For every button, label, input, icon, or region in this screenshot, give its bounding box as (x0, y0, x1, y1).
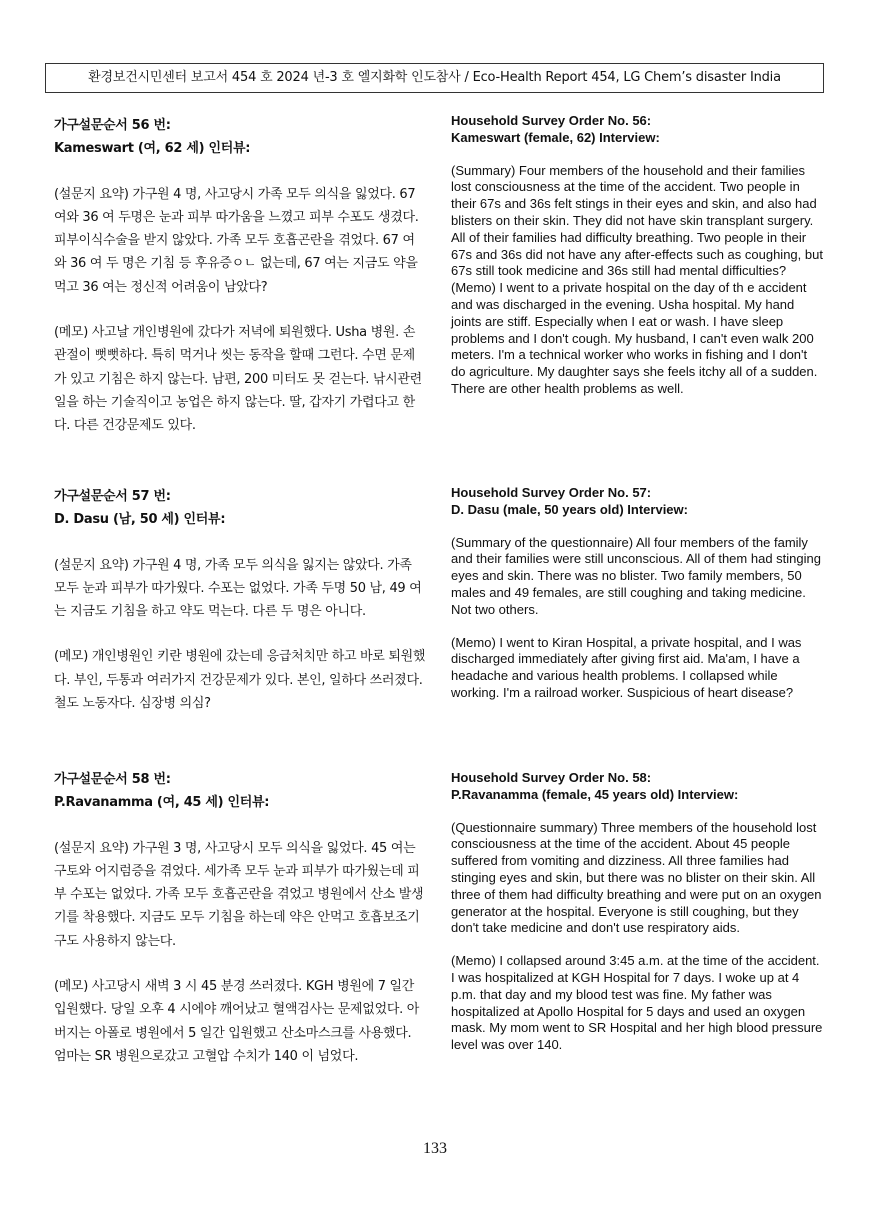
memo-paragraph: (메모) 사고날 개인병원에 갔다가 저녁에 퇴원했다. Usha 병원. 손관절이 뻣뻣하다. 특히 먹거나 씻는 동작을 할때 그런다. 수면 문제가 있고 기침은 하지 않는다. 남편, 200 미터도 못 걷는다. 낚시관련 일을 하는 기술직이고 농업은 하지 않는다. 딸, 갑자기 가렵다고 한다. 다른 건강문제도 있다. (54, 325, 422, 434)
section-58-korean (54, 768, 426, 1068)
interviewee-heading: D. Dasu (남, 50 세) 인터뷰: (54, 512, 226, 528)
interviewee-heading: Kameswart (여, 62 세) 인터뷰: (54, 141, 251, 157)
section-heading: Household Survey Order No. 58: (451, 770, 652, 785)
memo-paragraph: (Memo) I went to a private hospital on the day of th e accident and was discharged in the evening. Usha hospital. My hand joints are stiff. Especially when I eat or wash. I have sleep problems and I don't cough. My husband, I can't even walk 200 meters. I'm a technical worker who works in fishing and I don't do agriculture. My daughter says she feels itchy all of a sudden. There are other health problems as well. (451, 280, 818, 396)
section-heading: 가구설문순서 58 번: (54, 772, 171, 787)
section-56-english (451, 113, 823, 398)
section-57-korean (54, 485, 426, 715)
section-heading: Household Survey Order No. 57: (451, 485, 652, 500)
section-57-english (451, 485, 823, 702)
report-header (45, 63, 824, 93)
summary-paragraph: (Summary of the questionnaire) All four members of the family and their families were still unconscious. All of them had stinging eyes and skin. There was no blister. Two family members, 50 males and 49 females, are still coughing and taking medicine. Not two others. (451, 534, 821, 617)
summary-paragraph: (설문지 요약) 가구원 3 명, 사고당시 모두 의식을 잃었다. 45 여는 구토와 어지럼증을 겪었다. 세가족 모두 눈과 피부가 따가웠는데 피부 수포는 없었다. 가족 모두 호흡곤란을 겪었고 병원에서 산소 발생기를 착용했다. 지금도 모두 기침을 하는데 약은 안먹고 호흡보조기구도 사용하지 않는다. (54, 840, 424, 949)
section-56-korean (54, 114, 426, 438)
section-heading: 가구설문순서 56 번: (54, 118, 171, 133)
memo-paragraph: (메모) 사고당시 새벽 3 시 45 분경 쓰러졌다. KGH 병원에 7 일간 입원했다. 당일 오후 4 시에야 깨어났고 혈액검사는 문제없었다. 아버지는 아폴로 병원에서 5 일간 입원했고 산소마스크를 사용했다. 엄마는 SR 병원으로갔고 고혈압 수치가 140 이 넘었다. (54, 979, 420, 1064)
memo-paragraph: (메모) 개인병원인 키란 병원에 갔는데 응급처치만 하고 바로 퇴원했다. 부인, 두통과 여러가지 건강문제가 있다. 본인, 일하다 쓰러졌다. 철도 노동자다. 심장병 의심? (54, 649, 426, 712)
summary-paragraph: (설문지 요약) 가구원 4 명, 사고당시 가족 모두 의식을 잃었다. 67 여와 36 여 두명은 눈과 피부 따가움을 느꼈고 피부 수포도 생겼다. 피부이식수술을 받지 않았다. 가족 모두 호흡곤란을 겪었다. 67 여와 36 여 두 명은 기침 등 후유증ㅇㄴ 없는데, 67 여는 지금도 약을 먹고 36 여는 정신적 어려움이 남았다? (54, 186, 419, 295)
summary-paragraph: (Questionnaire summary) Three members of the household lost consciousness at the time of the accident. About 45 people suffered from vomiting and dizziness. All three families had stinging eyes and skin, but there was no blister on their skin. All three of them had difficulty breathing and were put on an oxygen generator at the hospital. Everyone is still coughing, but they don't take medicine and don't use respiratory aids. (451, 819, 822, 936)
interviewee-heading: Kameswart (female, 62) Interview: (451, 129, 660, 145)
section-58-english (451, 770, 823, 1054)
section-heading: Household Survey Order No. 56: (451, 113, 652, 128)
report-header-title: 환경보건시민센터 보고서 454 호 2024 년-3 호 엘지화학 인도참사 / Eco-Health Report 454, LG Chem’s disaster India (88, 70, 781, 85)
section-heading: 가구설문순서 57 번: (54, 489, 171, 504)
interviewee-heading: P.Ravanamma (female, 45 years old) Interview: (451, 786, 739, 802)
interviewee-heading: D. Dasu (male, 50 years old) Interview: (451, 501, 688, 517)
memo-paragraph: (Memo) I collapsed around 3:45 a.m. at the time of the accident. I was hospitalized at KGH Hospital for 7 days. I woke up at 4 p.m. that day and my blood test was fine. My father was hospitalized at Apollo Hospital for 5 days and used an oxygen mask. My mom went to SR Hospital and her high blood pressure level was over 140. (451, 953, 823, 1053)
interviewee-heading: P.Ravanamma (여, 45 세) 인터뷰: (54, 795, 270, 811)
summary-paragraph: (설문지 요약) 가구원 4 명, 가족 모두 의식을 잃지는 않았다. 가족 모두 눈과 피부가 따가웠다. 수포는 없었다. 가족 두명 50 남, 49 여는 지금도 기침을 하고 약도 먹는다. 다른 두 명은 아니다. (54, 557, 422, 620)
page-number: 133 (423, 1140, 447, 1157)
summary-paragraph: (Summary) Four members of the household and their families lost consciousness at the time of the accident. Two people in their 67s and 36s felt stings in their eyes and skin, and also had blisters on their skin. They did not have skin transplant surgery. All of their families had difficulty breathing. Two people in their 67s and 36s did not have any after-effects such as coughing, but 67s still took medicine and 36s still had mental difficulties? (451, 162, 823, 279)
memo-paragraph: (Memo) I went to Kiran Hospital, a private hospital, and I was discharged immediately after giving first aid. Ma'am, I have a headache and various health problems. I collapsed while working. I'm a railroad worker. Suspicious of heart disease? (451, 634, 802, 700)
